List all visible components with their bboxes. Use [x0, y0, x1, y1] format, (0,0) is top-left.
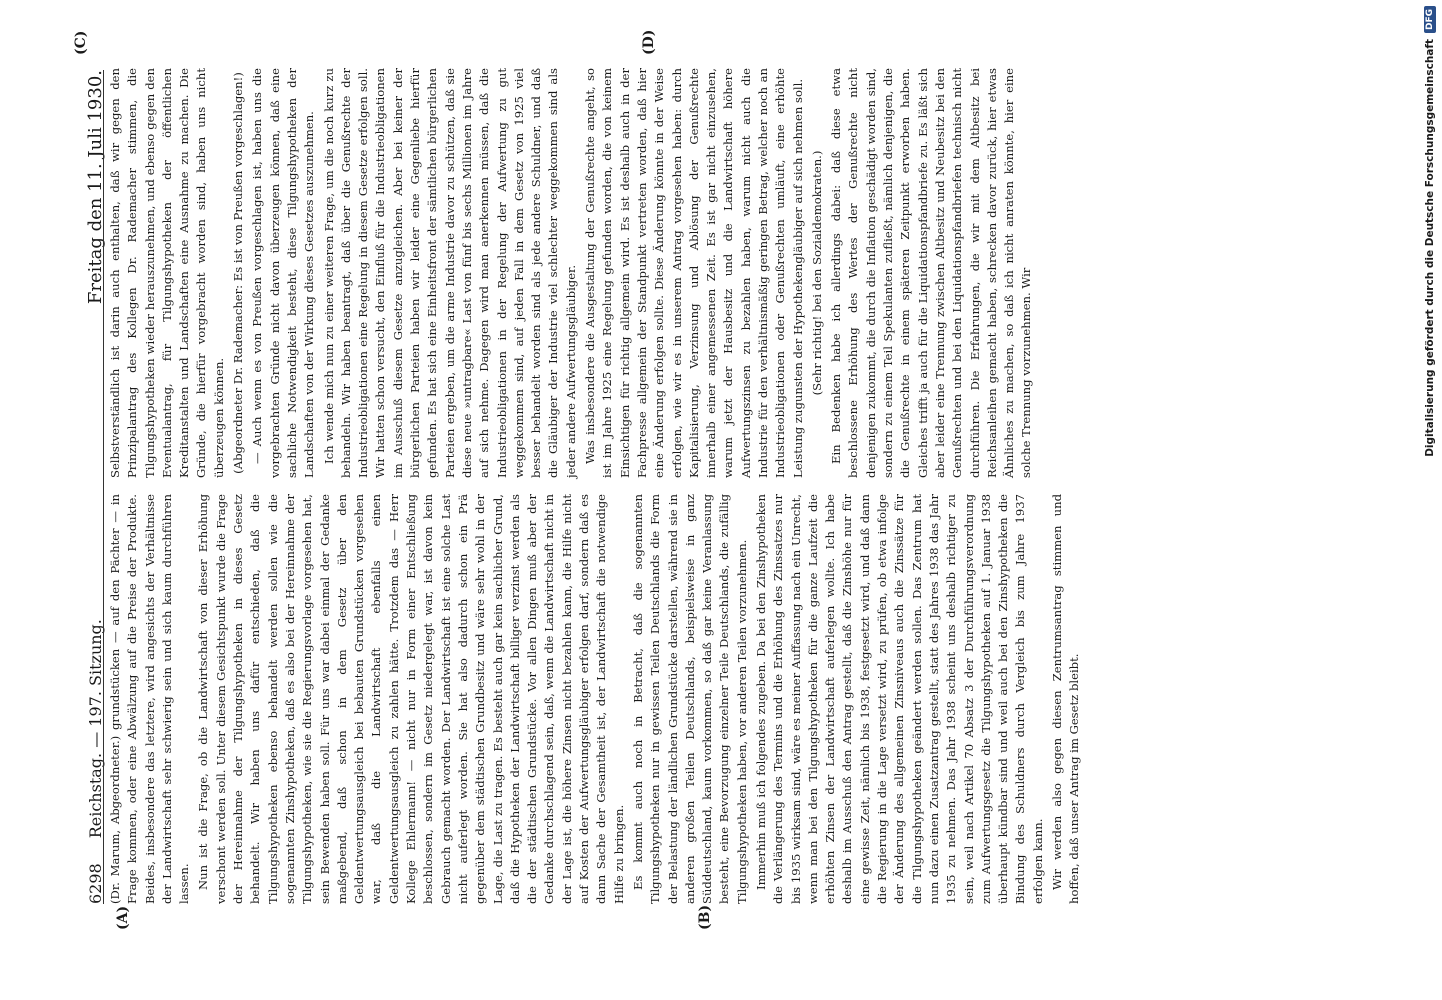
text-column-left — [107, 494, 1327, 904]
dfg-logo: DFG — [1424, 6, 1436, 33]
session-title: Reichstag. — 197. Sitzung. — [86, 619, 105, 839]
header-rule — [103, 70, 104, 904]
paragraph: Was insbesondere die Ausgestaltung der Genußrechte angeht, so ist im Jahre 1925 eine Regelung gefunden worden, die von keinem Einsichtigen für richtig allgemein wird. Es ist deshalb auch in der Fachpresse allgemein der Standpunkt vertreten worden, daß hier eine Änderung erfolgen sollte. Diese Änderung könnte in der Weise erfolgen, wie wir es in unserem Antrag vorgesehen haben: durch Kapitalisierung, Verzinsung und Ablösung der Genußrechte innerhalb einer angemessenen Zeit. Es ist gar nicht einzusehen, warum jetzt der Hausbesitz und die Landwirtschaft höhere Aufwertungszinsen zu bezahlen haben, warum nicht auch die Industrie für den verhältnismäßig geringen Betrag, welcher noch an Industrieobligationen oder Genußrechten umläuft, eine erhöhte Leistung zugunsten der Hypothekengläubiger auf sich nehmen soll. — [583, 68, 805, 478]
interjection: (Abgeordneter Dr. Rademacher: Es ist von Preußen vorgeschlagen!) — [231, 72, 246, 474]
margin-mark-b: (B) — [697, 904, 713, 930]
paragraph: Selbstverständlich ist darin auch enthalten, daß wir gegen den Prinzipalantrag des Kollegen Dr. Rademacher stimmen, die Tilgungshypotheken wieder herauszunehmen, und ebenso gegen den Eventualantrag, für Tilgungshypotheken der öffentlichen Kreditanstalten und Landschaften eine Ausnahme zu machen. Die Gründe, die hierfür vorgebracht worden sind, haben uns nicht überzeugen können. — [108, 68, 226, 478]
page-header — [85, 70, 109, 904]
paragraph: — Auch wenn es von Preußen vorgeschlagen ist, haben uns die vorgebrachten Gründe nicht davon überzeugen können, daß eine sachliche Notwendigkeit besteht, diese Tilgungshypotheken der Landschaften von der Wirkung dieses Gesetzes auszunehmen. — [250, 68, 317, 478]
margin-mark-d: (D) — [641, 29, 657, 55]
paragraph: Immerhin muß ich folgendes zugeben. Da bei den Zinshypotheken die Verlängerung des Termins und die Erhöhung des Zinssatzes nur bis 1935 wirksam sind, wäre es meiner Auffassung nach ein Unrecht, wenn man bei den Tilgungshypotheken für die ganze Laufzeit die erhöhten Zinsen der Landwirtschaft auferlegen wollte. Ich habe deshalb im Ausschuß den Antrag gestellt, daß die Zinshöhe nur für eine gewisse Zeit, nämlich bis 1938, festgesetzt wird, und daß dann die Regierung in die Lage versetzt wird, zu prüfen, ob etwa infolge der Änderung des allgemeinen Zinsniveaus auch die Zinssätze für die Tilgungshypotheken geändert werden sollen. Das Zentrum hat nun dazu einen Zusatzantrag gestellt, statt des Jahres 1938 das Jahr 1935 zu nehmen. Das Jahr 1938 scheint uns deshalb richtiger zu sein, weil nach Artikel 70 Absatz 3 der Durchführungsverordnung zum Aufwertungsgesetz die Tilgungshypotheken auf 1. Januar 1938 überhaupt kündbar sind und weil auch bei den Zinshypotheken die Bindung des Schuldners durch Vergleich bis zum Jahre 1937 erfolgen kann. — [753, 494, 1045, 904]
paragraph: (Dr. Marum, Abgeordneter.) grundstücken — auf den Pächter — in Frage kommen, oder eine Abwälzung auf die Preise der Produkte. Beides, insbesondere das letztere, wird angesichts der Verhältnisse der Landwirtschaft sehr schwierig sein und sich kaum durchführen lassen. — [108, 494, 192, 904]
paragraph: Nun ist die Frage, ob die Landwirtschaft von dieser Erhöhung verschont werden soll. Unter diesem Gesichtspunkt wurde die Frage der Hereinnahme der Tilgungshypotheken in dieses Gesetz behandelt. Wir haben uns dafür entschieden, daß die Tilgungshypotheken ebenso behandelt werden sollen wie die sogenannten Zinshypotheken, daß es also bei der Hereinnahme der Tilgungshypotheken, wie sie die Regierungsvorlage vorgesehen hat, sein Bewenden haben soll. Für uns war dabei einmal der Gedanke maßgebend, daß schon in dem Gesetz über den Geldentwertungsausgleich bei bebauten Grundstücken vorgesehen war, daß die Landwirtschaft ebenfalls einen Geldentwertungsausgleich zu zahlen hätte. Trotzdem das — Herr Kollege Ehlermann! — nicht nur in Form einer Entschließung beschlossen, sondern im Gesetz niedergelegt war, ist davon kein Gebrauch gemacht worden. Der Landwirtschaft ist eine solche Last nicht auferlegt worden. Sie hat also dadurch schon ein Prä gegenüber dem städtischen Grundbesitz und wäre sehr wohl in der Lage, die Last zu tragen. Es besteht auch gar kein sachlicher Grund, daß die Hypotheken der Landwirtschaft billiger verzinst werden als die der städtischen Grundstücke. Vor allen Dingen muß aber der Gedanke durchschlagend sein, daß, wenn die Landwirtschaft nicht in der Lage ist, die höhere Zinsen nicht bezahlen kann, die Hilfe nicht auf Kosten der Aufwertungsgläubiger erfolgen darf, sondern daß es dann Sache der Gesamtheit ist, der Landwirtschaft die notwendige Hilfe zu bringen. — [196, 494, 626, 904]
margin-mark-c: (C) — [73, 30, 89, 55]
watermark-text: Digitalisierung gefördert durch die Deutsche Forschungsgemeinschaft — [1424, 39, 1436, 457]
margin-mark-a: (A) — [115, 905, 131, 930]
interjection: (Sehr richtig! bei den Sozialdemokraten.) — [809, 150, 824, 396]
paragraph: Ein Bedenken habe ich allerdings dabei: daß diese etwa beschlossene Erhöhung des Wertes der Genußrechte nicht denjenigen zukommt, die durch die Inflation geschädigt worden sind, sondern zu einem Teil Spekulanten zufließt, nämlich denjenigen, die die Genußrechte in einem späteren Zeitpunkt erworben haben. Gleiches trifft ja auch für die Liquidationspfandbriefe zu. Es läßt sich aber leider eine Trennung zwischen Altbesitz und Neubesitz bei den Genußrechten und bei den Liquidationspfandbriefen technisch nicht durchführen. Die Erfahrungen, die wir mit dem Altbesitz bei Reichsanleihen gemacht haben, schrecken davor zurück, hier etwas Ähnliches zu machen, so daß ich nicht anraten könnte, hier eine solche Trennung vorzunehmen. Wir — [829, 68, 1034, 478]
paragraph: Es kommt auch noch in Betracht, daß die sogenannten Tilgungshypotheken nur in gewissen Teilen Deutschlands die Form der Belastung der ländlichen Grundstücke darstellen, während sie in anderen großen Teilen Deutschlands, beispielsweise in ganz Süddeutschland, kaum vorkommen, so daß gar keine Veranlassung besteht, eine Bevorzugung einzelner Teile Deutschlands, die zufällig Tilgungshypotheken haben, vor anderen Teilen vorzunehmen. — [630, 494, 749, 904]
page-number: 6298 — [86, 863, 105, 904]
page-sheet — [73, 0, 1325, 1000]
paragraph: Ich wende mich nun zu einer weiteren Frage, um die noch kurz zu behandeln. Wir haben beantragt, daß über die Genußrechte der Industrieobligationen eine Regelung in diesem Gesetze erfolgen soll. Wir hatten schon versucht, den Einfluß für die Industrieobligationen im Ausschuß diesem Gesetze anzugleichen. Aber bei keiner der bürgerlichen Parteien haben wir leider eine Gegenliebe hierfür gefunden. Es hat sich eine Einheitsfront der sämtlichen bürgerlichen Parteien ergeben, um die arme Industrie davor zu schützen, daß sie diese neue »untragbare« Last von fünf bis sechs Millionen im Jahre auf sich nehme. Dagegen wird man anerkennen müssen, daß die Industrieobligationen in der Regelung der Aufwertung zu gut weggekommen sind, auf jeden Fall in dem Gesetz von 1925 viel besser behandelt worden sind als jede andere Schuldner, und daß die Gläubiger der Industrie viel schlechter weggekommen sind als jeder andere Aufwertungsgläubiger. — [321, 68, 578, 478]
paragraph: Wir werden also gegen diesen Zentrumsantrag stimmen und hoffen, daß unser Antrag im Gesetz bleibt. — [1050, 494, 1082, 904]
date-title: Freitag den 11. Juli 1930. — [85, 70, 106, 305]
funding-watermark — [1418, 6, 1442, 996]
text-column-right — [107, 68, 1327, 478]
